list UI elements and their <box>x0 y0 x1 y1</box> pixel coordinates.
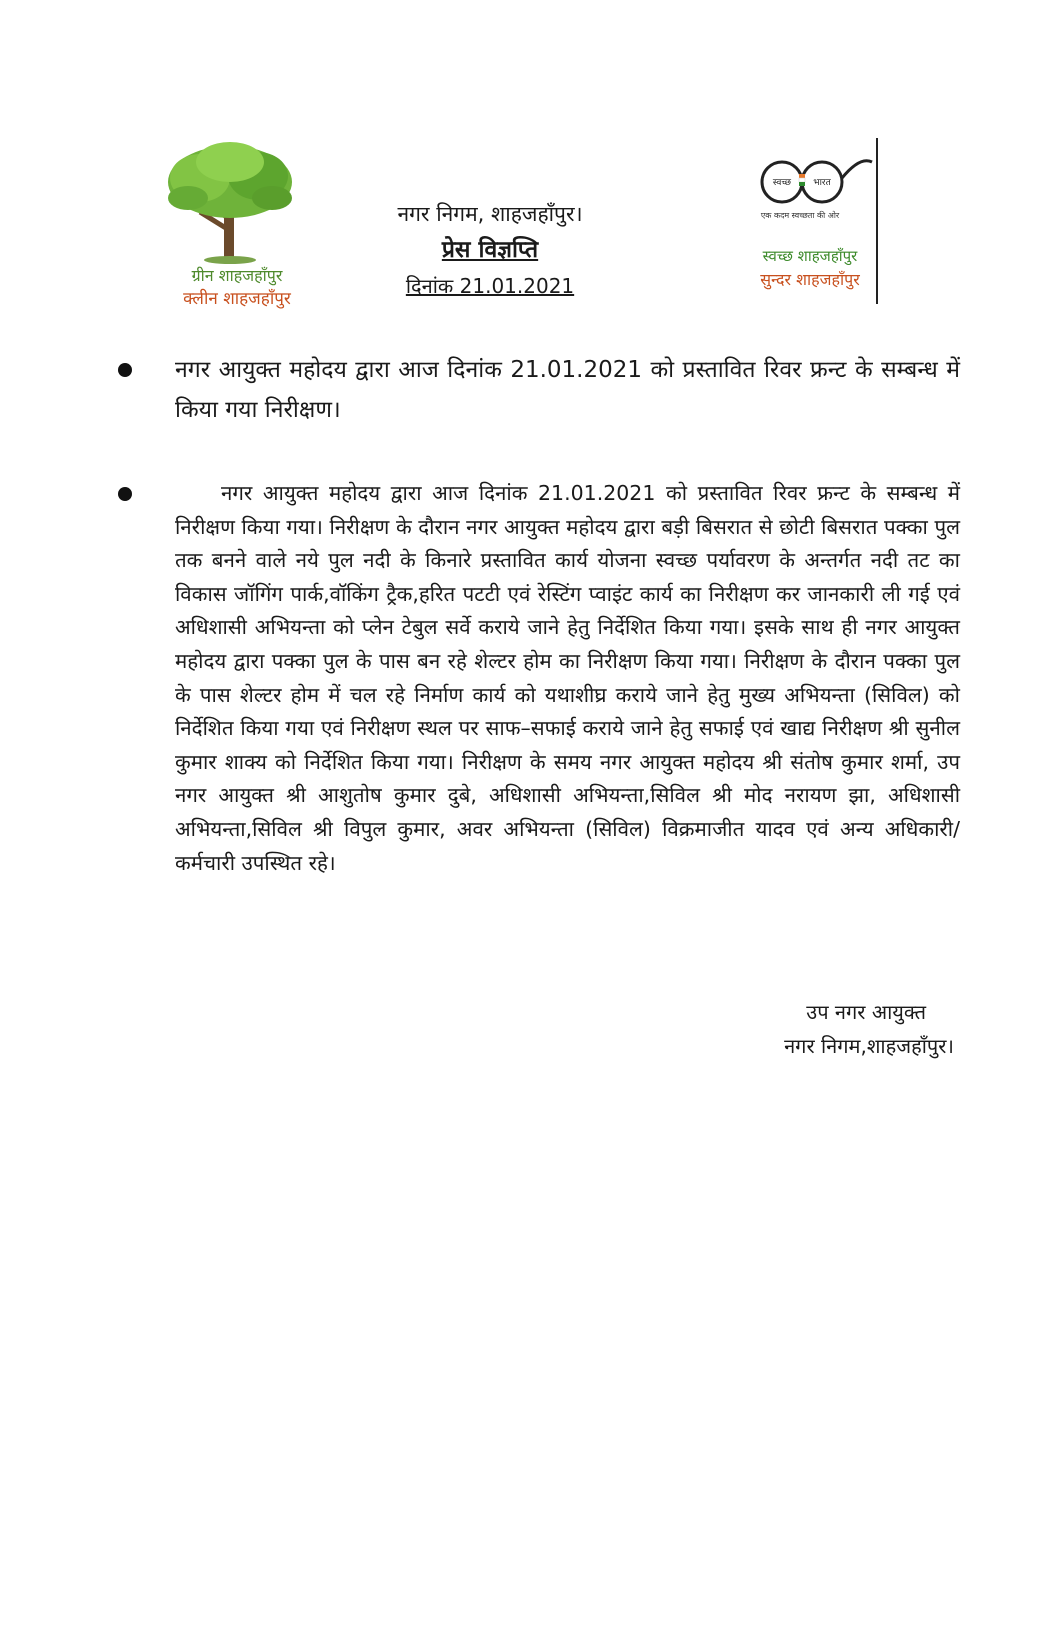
tree-icon <box>160 140 300 265</box>
release-date: दिनांक 21.01.2021 <box>405 274 575 298</box>
signature-designation: उप नगर आयुक्त <box>806 1000 926 1024</box>
bullet-icon <box>118 363 132 377</box>
glass-left-text: स्वच्छ <box>772 178 792 188</box>
logo-right-line2: सुन्दर शाहजहाँपुर <box>760 270 860 289</box>
details-paragraph: नगर आयुक्त महोदय द्वारा आज दिनांक 21.01.2021 को प्रस्तावित रिवर फ्रन्ट के सम्बन्ध में निरीक्षण किया गया। निरीक्षण के दौरान नगर आयुक्त महोदय द्वारा बड़ी बिसरात से छोटी बिसरात पक्का पुल तक बनने वाले नये पुल नदी के किनारे प्रस्तावित कार्य योजना स्वच्छ पर्यावरण के अन्तर्गत नदी तट का विकास जॉगिंग पार्क,वॉकिंग ट्रैक,हरित पटटी एवं रेस्टिंग प्वाइंट कार्य का निरीक्षण कर जानकारी ली गई एवं अधिशासी अभियन्ता को प्लेन टेबुल सर्वे कराये जाने हेतु निर्देशित किया गया। इसके साथ ही नगर आयुक्त महोदय द्वारा पक्का पुल के पास बन रहे शेल्टर होम का निरीक्षण किया गया। निरीक्षण के दौरान पक्का पुल के पास शेल्टर होम में चल रहे निर्माण कार्य को यथाशीघ्र कराये जाने हेतु मुख्य अभियन्ता (सिविल) को निर्देशित किया गया एवं निरीक्षण स्थल पर साफ–सफाई कराये जाने हेतु सफाई एवं खाद्य निरीक्षण श्री सुनील कुमार शाक्य को निर्देशित किया गया। निरीक्षण के समय नगर आयुक्त महोदय श्री संतोष कुमार शर्मा, उप नगर आयुक्त श्री आशुतोष कुमार दुबे, अधिशासी अभियन्ता,सिविल श्री मोद नरायण झा, अधिशासी अभियन्ता,सिविल श्री विपुल कुमार, अवर अभियन्ता (सिविल) विक्रमाजीत यादव एवं अन्य अधिकारी/कर्मचारी उपस्थित रहे। <box>175 481 960 875</box>
logo-right-line1: स्वच्छ शाहजहाँपुर <box>762 247 858 265</box>
bullet-icon <box>118 487 132 501</box>
swachh-tagline: एक कदम स्वच्छता की ओर <box>760 211 840 220</box>
logo-left-line2: क्लीन शाहजहाँपुर <box>183 289 291 309</box>
swachh-bharat-glasses-icon <box>760 148 875 208</box>
org-name: नगर निगम, शाहजहाँपुर। <box>397 202 583 226</box>
swachh-bharat-logo <box>760 140 900 310</box>
header-divider <box>876 138 878 304</box>
page-title: प्रेस विज्ञप्ति <box>441 237 539 263</box>
green-shahjahanpur-logo <box>150 140 310 310</box>
summary-paragraph: नगर आयुक्त महोदय द्वारा आज दिनांक 21.01.2021 को प्रस्तावित रिवर फ्रन्ट के सम्बन्ध में किया गया निरीक्षण। <box>175 357 960 423</box>
logo-left-line1: ग्रीन शाहजहाँपुर <box>191 266 283 285</box>
glass-right-text: भारत <box>813 178 831 188</box>
signature-office: नगर निगम,शाहजहाँपुर। <box>784 1034 954 1058</box>
